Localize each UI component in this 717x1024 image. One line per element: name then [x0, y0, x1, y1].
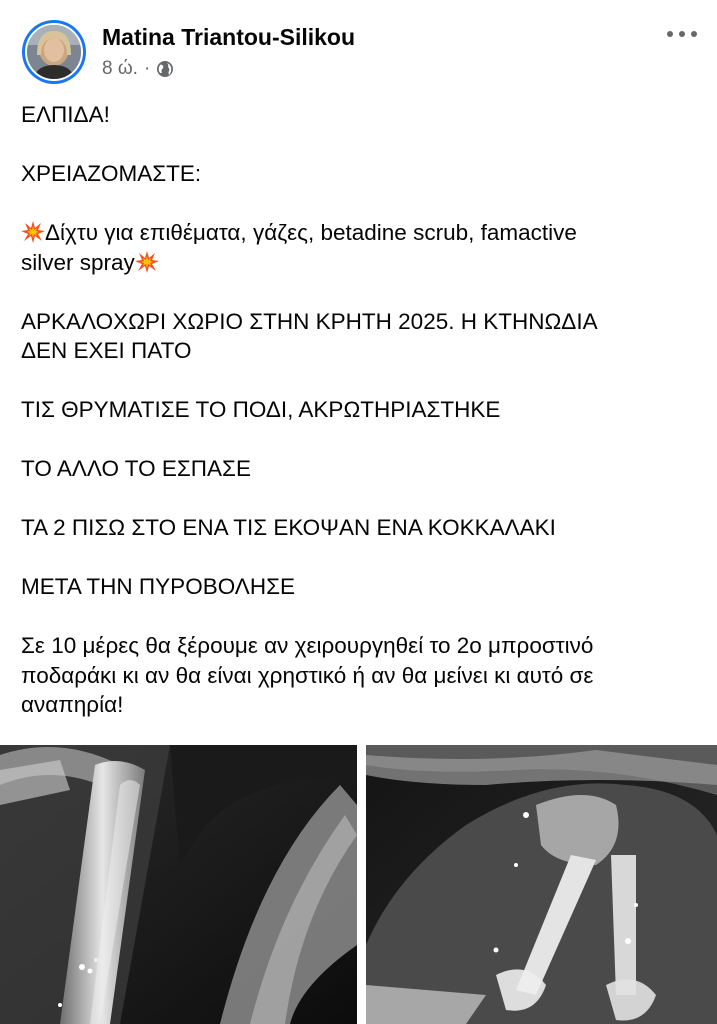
- ellipsis-icon: [667, 31, 673, 37]
- post-meta: [102, 58, 174, 80]
- meta-separator: ·: [143, 58, 151, 79]
- text-line-part: Σε 10 μέρες θα ξέρουμε αν χειρουργηθεί το 2ο μπροστινό: [21, 633, 594, 658]
- post-time[interactable]: 8 ώ.: [102, 58, 138, 79]
- text-line-part: Δίχτυ για επιθέματα, γάζες, betadine scrub, famactive: [45, 220, 577, 245]
- text-line: ΧΡΕΙΑΖΟΜΑΣΤΕ:: [21, 161, 202, 186]
- xray-hind-legs[interactable]: [366, 745, 717, 1024]
- text-line: ΕΛΠΙΔΑ!: [21, 102, 110, 127]
- text-line-part: αναπηρία!: [21, 692, 124, 717]
- collision-emoji: [135, 251, 159, 273]
- text-line: [21, 307, 701, 366]
- more-options-button[interactable]: [667, 24, 697, 44]
- text-line: ΤΑ 2 ΠΙΣΩ ΣΤΟ ΕΝΑ ΤΙΣ ΕΚΟΨΑΝ ΕΝΑ ΚΟΚΚΑΛΑΚΙ: [21, 515, 556, 540]
- avatar[interactable]: [22, 20, 86, 84]
- xray-front-leg[interactable]: [0, 745, 357, 1024]
- text-line-part: silver spray: [21, 249, 135, 275]
- author-name[interactable]: Matina Triantou-Silikou: [102, 24, 356, 50]
- post-header: [0, 0, 717, 90]
- photo-grid: [0, 745, 717, 1024]
- collision-emoji: [21, 221, 45, 243]
- post-body: [21, 100, 701, 720]
- text-line: ΤΙΣ ΘΡΥΜΑΤΙΣΕ ΤΟ ΠΟΔΙ, ΑΚΡΩΤΗΡΙΑΣΤΗΚΕ: [21, 397, 501, 422]
- text-line: ΤΟ ΑΛΛΟ ΤΟ ΕΣΠΑΣΕ: [21, 456, 251, 481]
- text-line-part: ΑΡΚΑΛΟΧΩΡΙ ΧΩΡΙΟ ΣΤΗΝ ΚΡΗΤΗ 2025. Η ΚΤΗΝΩΔΙΑ: [21, 308, 598, 334]
- text-line: [21, 218, 701, 277]
- text-line: ΜΕΤΑ ΤΗΝ ΠΥΡΟΒΟΛΗΣΕ: [21, 574, 295, 599]
- text-line: [21, 631, 701, 720]
- text-line-part: ποδαράκι κι αν θα είναι χρηστικό ή αν θα μείνει κι αυτό σε: [21, 662, 594, 688]
- globe-icon[interactable]: [156, 60, 174, 78]
- profile-photo: [25, 23, 83, 81]
- text-line-part: ΔΕΝ ΕΧΕΙ ΠΑΤΟ: [21, 338, 192, 363]
